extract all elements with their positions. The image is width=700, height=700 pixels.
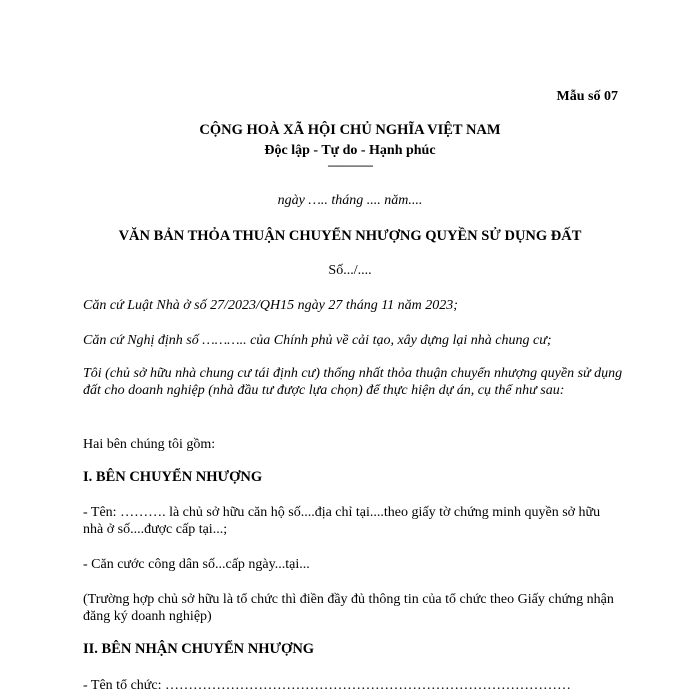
document-title: VĂN BẢN THỎA THUẬN CHUYỂN NHƯỢNG QUYỀN SỬ DỤNG ĐẤT bbox=[118, 228, 582, 244]
transferee-organization-line: - Tên tổ chức: …………………………………………………………………………… bbox=[83, 678, 571, 693]
legal-basis-decree: Căn cứ Nghị định số ……….. của Chính phủ về cải tạo, xây dựng lại nhà chung cư; bbox=[83, 333, 552, 348]
form-number: Mẫu số 07 bbox=[556, 89, 618, 104]
national-title: CỘNG HOÀ XÃ HỘI CHỦ NGHĨA VIỆT NAM bbox=[199, 122, 501, 138]
agreement-statement: Tôi (chủ sở hữu nhà chung cư tái định cư) thống nhất thỏa thuận chuyển nhượng quyền sử dụng đất cho doanh nghiệp (nhà đầu tư được lựa chọn) để thực hiện dự án, cụ thể như sau: bbox=[83, 366, 623, 398]
parties-intro: Hai bên chúng tôi gồm: bbox=[83, 437, 216, 452]
header-rule: --------------- bbox=[327, 158, 373, 172]
transferor-id-line: - Căn cước công dân số...cấp ngày...tại... bbox=[83, 557, 310, 572]
section-transferor-heading: I. BÊN CHUYỂN NHƯỢNG bbox=[83, 469, 263, 485]
transferor-organization-note: (Trường hợp chủ sở hữu là tổ chức thì điền đầy đủ thông tin của tổ chức theo Giấy chứng nhận đăng ký doanh nghiệp) bbox=[83, 592, 614, 624]
document-number: Số.../.... bbox=[328, 263, 372, 278]
date-line: ngày ….. tháng .... năm.... bbox=[277, 193, 423, 208]
national-motto: Độc lập - Tự do - Hạnh phúc bbox=[264, 143, 436, 158]
section-transferee-heading: II. BÊN NHẬN CHUYỂN NHƯỢNG bbox=[83, 641, 315, 657]
legal-basis-housing-law: Căn cứ Luật Nhà ở số 27/2023/QH15 ngày 27 tháng 11 năm 2023; bbox=[83, 298, 458, 313]
transferor-name-line: - Tên: ………. là chủ sở hữu căn hộ số....địa chỉ tại....theo giấy tờ chứng minh quyền sở hữu nhà ở số....được cấp tại...; bbox=[83, 505, 601, 537]
